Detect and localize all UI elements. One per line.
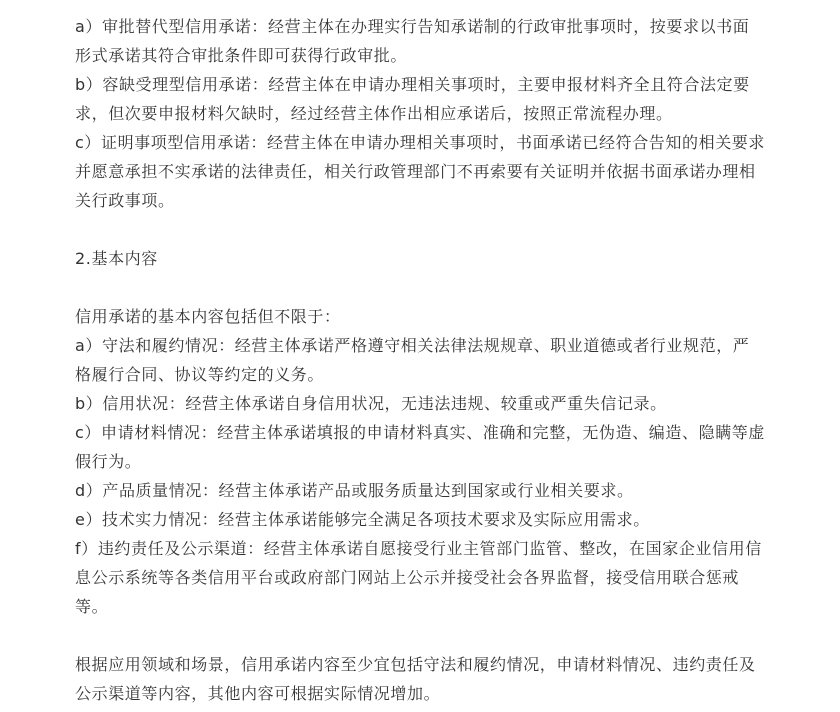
list-item-law-compliance: a）守法和履约情况：经营主体承诺严格遵守相关法律法规规章、职业道德或者行业规范，严格履行合同、协议等约定的义务。	[75, 336, 750, 384]
blank-line	[75, 215, 765, 244]
paragraph-acceptance-missing-docs: b）容缺受理型信用承诺：经营主体在申请办理相关事项时，主要申报材料齐全且符合法定要求，但次要申报材料欠缺时，经过经营主体作出相应承诺后，按照正常流程办理。	[75, 75, 750, 123]
paragraph-approval-substitute: a）审批替代型信用承诺：经营主体在办理实行告知承诺制的行政审批事项时，按要求以书面形式承诺其符合审批条件即可获得行政审批。	[75, 17, 750, 65]
paragraph-certification-matter: c）证明事项型信用承诺：经营主体在申请办理相关事项时，书面承诺已经符合告知的相关要求并愿意承担不实承诺的法律责任，相关行政管理部门不再索要有关证明并依据书面承诺办理相关行政事项。	[75, 133, 765, 210]
document-body	[75, 12, 765, 708]
blank-line	[75, 621, 765, 650]
list-item-technical-capability: e）技术实力情况：经营主体承诺能够完全满足各项技术要求及实际应用需求。	[75, 510, 650, 529]
list-item-product-quality: d）产品质量情况：经营主体承诺产品或服务质量达到国家或行业相关要求。	[75, 481, 634, 500]
section-heading: 2.基本内容	[75, 249, 158, 268]
list-item-credit-status: b）信用状况：经营主体承诺自身信用状况，无违法违规、较重或严重失信记录。	[75, 394, 667, 413]
list-item-application-materials: c）申请材料情况：经营主体承诺填报的申请材料真实、准确和完整，无伪造、编造、隐瞒等虚假行为。	[75, 423, 765, 471]
closing-paragraph: 根据应用领域和场景，信用承诺内容至少宜包括守法和履约情况，申请材料情况、违约责任及公示渠道等内容，其他内容可根据实际情况增加。	[75, 655, 756, 703]
intro-paragraph: 信用承诺的基本内容包括但不限于：	[75, 307, 341, 326]
list-item-liability-disclosure: f）违约责任及公示渠道：经营主体承诺自愿接受行业主管部门监管、整改，在国家企业信用信息公示系统等各类信用平台或政府部门网站上公示并接受社会各界监督，接受信用联合惩戒等。	[75, 539, 762, 616]
blank-line	[75, 273, 765, 302]
